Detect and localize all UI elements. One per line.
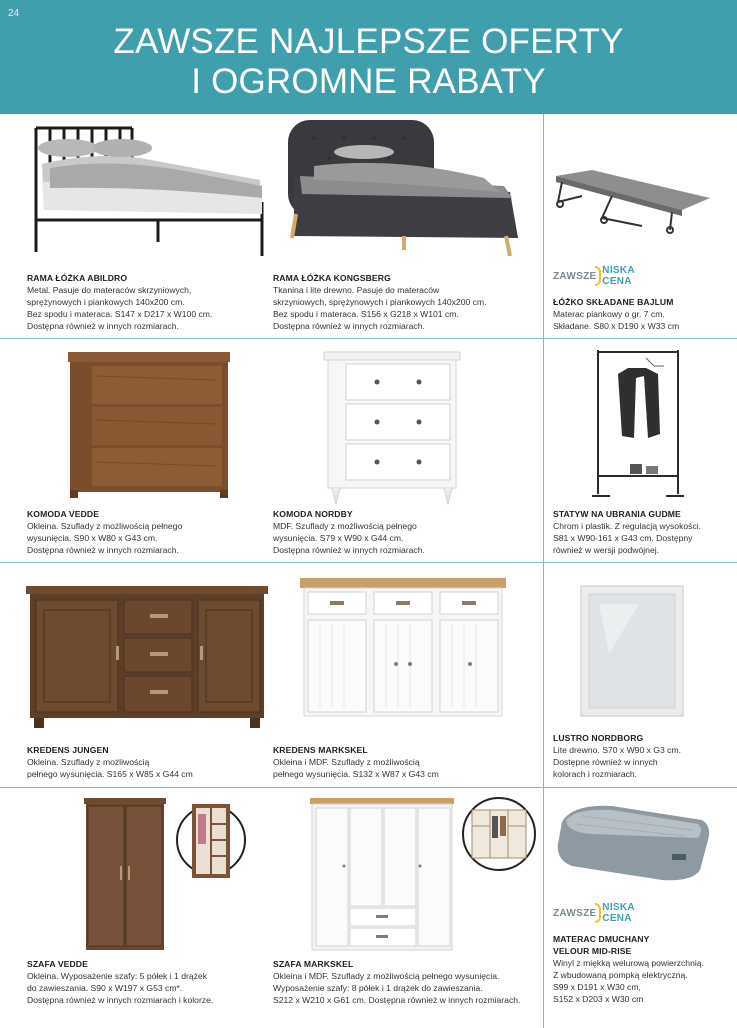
product-name: STATYW NA UBRANIA GUDME: [553, 509, 681, 519]
folding-bed-bajlum-image: [552, 168, 712, 234]
product-name: SZAFA VEDDE: [27, 959, 88, 969]
wardrobe-vedde-image: [82, 796, 168, 956]
product-name: KREDENS MARKSKEL: [273, 745, 368, 755]
product-name: RAMA ŁÓŻKA KONGSBERG: [273, 273, 391, 283]
row-divider: [0, 338, 737, 339]
product-info: [27, 508, 267, 556]
row-divider: [0, 562, 737, 563]
low-price-badge: ZAWSZE NISKA CENA: [553, 902, 635, 924]
product-description: Chrom i plastik. Z regulacją wysokości. S81 x W90-161 x G43 cm. Dostępny również w wersji podwójnej.: [553, 521, 702, 555]
product-description: Winyl z miękką welurową powierzchnią. Z wbudowaną pompką elektryczną. S99 x D191 x W30 cm, S152 x D203 x W30 cm: [553, 958, 704, 1004]
product-info: [273, 958, 541, 1006]
product-name: RAMA ŁÓŻKA ABILDRO: [27, 273, 128, 283]
product-name-line1: MATERAC DMUCHANY: [553, 934, 650, 944]
badge-swoosh-icon: [595, 266, 601, 286]
air-mattress-midrise-image: [552, 800, 714, 892]
product-description: Okleina. Szuflady z możliwością pełnego wysunięcia. S165 x W85 x G44 cm: [27, 757, 193, 779]
product-description: Okleina i MDF. Szuflady z możliwością pełnego wysunięcia. Wyposażenie szafy: 8 półek i 1 drążek do zawieszania. S212 x W210 x G61 cm. Dostępna również w innych rozmiarach.: [273, 971, 521, 1005]
product-info: [273, 272, 538, 332]
product-info: [553, 508, 733, 556]
mirror-nordborg-image: [579, 584, 685, 718]
chest-nordby-image: [322, 350, 462, 506]
badge-swoosh-icon: [595, 903, 601, 923]
page-title: [0, 22, 737, 102]
product-name: KOMODA VEDDE: [27, 509, 100, 519]
product-name: SZAFA MARKSKEL: [273, 959, 354, 969]
sideboard-jungen-image: [24, 584, 270, 730]
page-title-line1: ZAWSZE NAJLEPSZE OFERTY: [113, 22, 624, 61]
product-info: [553, 732, 733, 780]
product-description: Materac piankowy o gr. 7 cm. Składane. S80 x D190 x W33 cm: [553, 309, 680, 331]
clothes-rack-gudme-image: [588, 348, 688, 504]
page-number: 24: [8, 8, 20, 19]
product-info: [273, 744, 513, 780]
product-info: [27, 958, 272, 1006]
product-description: MDF. Szuflady z możliwością pełnego wysunięcia. S79 x W90 x G44 cm. Dostępna również w innych rozmiarach.: [273, 521, 425, 555]
product-description: Okleina i MDF. Szuflady z możliwością pełnego wysunięcia. S132 x W87 x G43 cm: [273, 757, 439, 779]
product-info: [553, 933, 735, 1005]
wardrobe-markskel-image: [308, 796, 456, 954]
product-description: Metal. Pasuje do materaców skrzyniowych, sprężynowych i piankowych 140x200 cm. Bez spodu i materaca. S147 x D217 x W100 cm. Dostępna również w innych rozmiarach.: [27, 285, 213, 331]
row-divider: [0, 787, 737, 788]
wardrobe-vedde-interior-image: [176, 790, 246, 890]
wardrobe-markskel-interior-image: [460, 794, 538, 874]
page-title-line2: I OGROMNE RABATY: [191, 62, 546, 101]
product-description: Okleina. Wyposażenie szafy: 5 półek i 1 drążek do zawieszania. S90 x W197 x G53 cm*. Dostępna również w innych rozmiarach i kolorze.: [27, 971, 214, 1005]
product-name: LUSTRO NORDBORG: [553, 733, 644, 743]
product-description: Okleina. Szuflady z możliwością pełnego wysunięcia. S90 x W80 x G43 cm. Dostępna również w innych rozmiarach.: [27, 521, 183, 555]
product-name: KOMODA NORDBY: [273, 509, 353, 519]
bed-frame-kongsberg-image: [284, 118, 524, 258]
product-name: ŁÓŻKO SKŁADANE BAJLUM: [553, 297, 674, 307]
header-banner: [0, 0, 737, 114]
low-price-badge: ZAWSZE NISKA CENA: [553, 265, 635, 287]
bed-frame-abildro-image: [30, 124, 268, 259]
sideboard-markskel-image: [298, 576, 508, 724]
product-info: [27, 744, 267, 780]
product-name: KREDENS JUNGEN: [27, 745, 109, 755]
product-info: [273, 508, 513, 556]
product-description: Tkanina i lite drewno. Pasuje do materaców skrzyniowych, sprężynowych i piankowych 140x200 cm. Bez spodu i materaca. S156 x G218 x W101 cm. Dostępna również w innych rozmiarach.: [273, 285, 487, 331]
product-name-line2: VELOUR MID-RISE: [553, 946, 632, 956]
chest-vedde-image: [66, 350, 232, 498]
product-info: [553, 296, 733, 332]
product-description: Lite drewno. S70 x W90 x G3 cm. Dostępne również w innych kolorach i rozmiarach.: [553, 745, 682, 779]
column-divider: [543, 114, 544, 1028]
product-info: [27, 272, 267, 332]
